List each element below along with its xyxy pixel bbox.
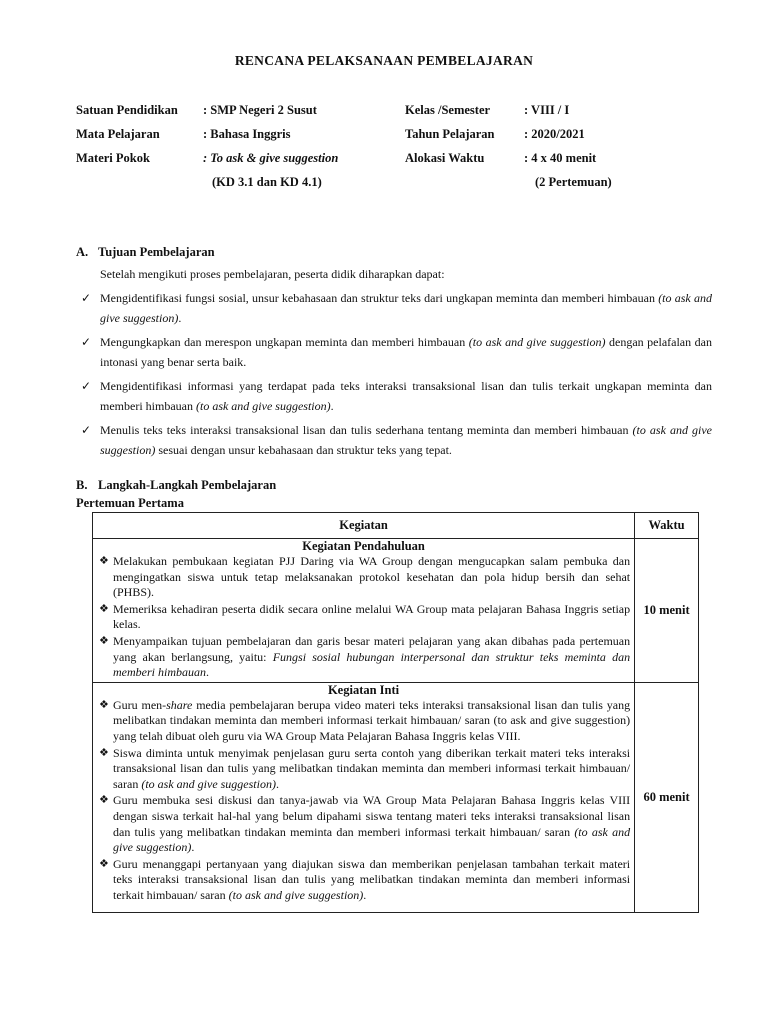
header-time: Waktu — [635, 513, 699, 539]
section-a-letter: A. — [76, 245, 89, 259]
learning-objectives-list — [76, 288, 712, 464]
list-item: ❖ Guru men-share media pembelajaran berupa video materi teks interaksi transaksional lisan dan tulis yang melibatkan tindakan meminta dan memberi informasi terkait himbauan/ saran (to ask and give suggestion) yang telah dibuat oleh guru via WA Group Mata Pelajaran Bahasa Inggris kelas VIII. — [99, 697, 631, 743]
inti-cell — [93, 682, 635, 913]
inti-time: 60 menit — [635, 682, 699, 913]
inti-title: Kegiatan Inti — [327, 682, 400, 697]
diamond-bullet-icon: ❖ — [99, 555, 109, 567]
section-a-heading — [76, 245, 215, 260]
diamond-bullet-icon: ❖ — [99, 746, 109, 759]
list-item: ❖ Memeriksa kehadiran peserta didik secara online melalui WA Group mata pelajaran Bahasa Inggris setiap kelas. — [99, 601, 631, 632]
list-item: ❖ Melakukan pembukaan kegiatan PJJ Daring via WA Group dengan mengucapkan salam pembuka dan mengingatkan siswa untuk tetap melaksanakan protokol kesehatan dan pola hidup bersih dan sehat (PHBS). — [99, 554, 631, 600]
section-a-intro: Setelah mengikuti proses pembelajaran, peserta didik diharapkan dapat: — [100, 267, 445, 281]
diamond-bullet-icon: ❖ — [99, 794, 109, 807]
diamond-bullet-icon: ❖ — [99, 698, 109, 711]
cell-continuation — [97, 904, 630, 912]
list-item: ❖ Guru menanggapi pertanyaan yang diajukan siswa dan memberikan penjelasan tambahan terkait materi teks interaksi transaksional lisan dan tulis yang melibatkan tindakan meminta dan memberi informasi terkait himbauan/ saran (to ask and give suggestion). — [99, 856, 631, 902]
list-item: ❖ Guru membuka sesi diskusi dan tanya-jawab via WA Group Mata Pelajaran Bahasa Inggris kelas VIII dengan siswa terkait hal-hal yang belum dipahami siswa tentang materi teks interaksi transaksional lisan dan tulis yang melibatkan tindakan meminta dan memberi informasi terkait himbauan/ saran (to ask and give suggestion). — [99, 793, 631, 855]
check-mark-icon: ✓ — [81, 335, 92, 349]
tahun-pelajaran-label: Tahun Pelajaran — [405, 127, 495, 141]
pendahuluan-title: Kegiatan Pendahuluan — [302, 539, 425, 553]
header-activity: Kegiatan — [93, 513, 635, 539]
table-row-pendahuluan — [93, 539, 699, 683]
diamond-bullet-icon: ❖ — [99, 857, 109, 870]
materi-pokok-label: Materi Pokok — [76, 151, 150, 165]
document-title: RENCANA PELAKSANAAN PEMBELAJARAN — [234, 53, 534, 68]
objective-item: ✓ Mengidentifikasi informasi yang terdapat pada teks interaksi transaksional lisan dan tulis terkait ungkapan meminta dan memberi himbauan (to ask and give suggestion). — [76, 376, 712, 416]
section-b-title: Langkah-Langkah Pembelajaran — [98, 478, 277, 492]
kelas-semester-label: Kelas /Semester — [405, 103, 491, 117]
objective-item: ✓ Mengidentifikasi fungsi sosial, unsur kebahasaan dan struktur teks dari ungkapan meminta dan memberi himbauan (to ask and give suggestion). — [76, 288, 712, 328]
diamond-bullet-icon: ❖ — [99, 634, 109, 647]
pendahuluan-time: 10 menit — [635, 539, 699, 683]
check-mark-icon: ✓ — [81, 379, 92, 393]
section-b-heading — [76, 478, 276, 493]
list-item: ❖ Menyampaikan tujuan pembelajaran dan garis besar materi pelajaran yang akan dibahas pada pertemuan yang akan berlangsung, yaitu: Fungsi sosial hubungan interpersonal dan struktur teks meminta dan memberi himbauan. — [99, 633, 631, 680]
table-row-inti — [93, 682, 699, 913]
check-mark-icon: ✓ — [81, 423, 92, 437]
satuan-pendidikan-value: : SMP Negeri 2 Susut — [203, 103, 317, 117]
section-a-title: Tujuan Pembelajaran — [98, 245, 215, 259]
alokasi-waktu-label: Alokasi Waktu — [405, 151, 485, 165]
pendahuluan-cell — [93, 539, 635, 683]
mata-pelajaran-value: : Bahasa Inggris — [203, 127, 291, 141]
meeting-title: Pertemuan Pertama — [76, 496, 184, 510]
diamond-bullet-icon: ❖ — [99, 602, 109, 615]
jumlah-pertemuan: (2 Pertemuan) — [535, 175, 612, 189]
table-header-row — [93, 513, 699, 539]
kd-reference: (KD 3.1 dan KD 4.1) — [212, 175, 322, 189]
activities-table — [92, 512, 699, 913]
alokasi-waktu-value: : 4 x 40 menit — [524, 151, 597, 165]
kelas-semester-value: : VIII / I — [524, 103, 570, 117]
objective-item: ✓ Mengungkapkan dan merespon ungkapan meminta dan memberi himbauan (to ask and give suggestion) dengan pelafalan dan intonasi yang benar serta baik. — [76, 332, 712, 372]
tahun-pelajaran-value: : 2020/2021 — [524, 127, 585, 141]
satuan-pendidikan-label: Satuan Pendidikan — [76, 103, 178, 117]
list-item: ❖ Siswa diminta untuk menyimak penjelasan guru serta contoh yang diberikan terkait materi teks interaksi transaksional lisan dan tulis yang melibatkan tindakan meminta dan memberi informasi terkait himbauan/ saran (to ask and give suggestion). — [99, 745, 631, 791]
objective-item: ✓ Menulis teks teks interaksi transaksional lisan dan tulis sederhana tentang meminta dan memberi himbauan (to ask and give suggestion) sesuai dengan unsur kebahasaan dan struktur teks yang tepat. — [76, 420, 712, 460]
check-mark-icon: ✓ — [81, 291, 92, 305]
materi-pokok-value: : To ask & give suggestion — [203, 151, 339, 165]
mata-pelajaran-label: Mata Pelajaran — [76, 127, 160, 141]
section-b-letter: B. — [76, 478, 88, 492]
